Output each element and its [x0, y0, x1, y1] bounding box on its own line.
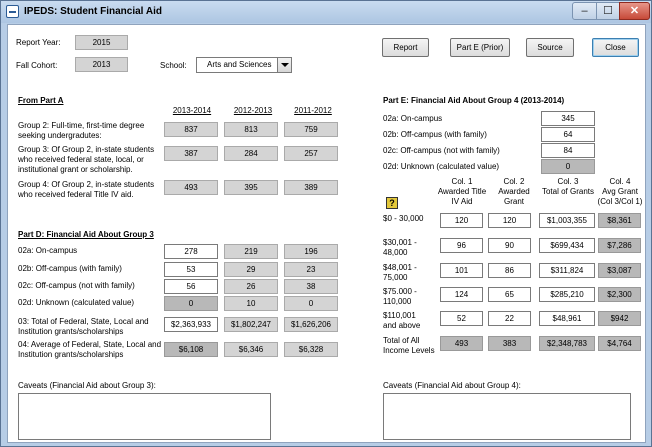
d04-label: 04: Average of Federal, State, Local and Institution grants/scholarships [18, 340, 162, 359]
group2-2013-value: 837 [164, 122, 218, 137]
caveats-group3-textarea[interactable] [18, 393, 271, 440]
col3-header: Total of Grants [541, 187, 595, 196]
school-selected-value: Arts and Sciences [207, 60, 272, 69]
income-row-2-col4-value: $7,286 [598, 238, 641, 253]
group3-2012-value: 284 [224, 146, 278, 161]
col3-header-top: Col. 3 [557, 177, 579, 186]
income-row-4-col2-input[interactable]: 65 [488, 287, 531, 302]
maximize-button[interactable]: ☐ [596, 2, 620, 20]
d02c-2012-value: 26 [224, 279, 278, 294]
income-row-3-col3-input[interactable]: $311,824 [539, 263, 595, 278]
report-year-field: 2015 [75, 35, 128, 50]
report-year-label: Report Year: [16, 38, 61, 47]
fall-cohort-label: Fall Cohort: [16, 61, 58, 70]
caveats-group4-textarea[interactable] [383, 393, 631, 440]
d02d-2013-value: 0 [164, 296, 218, 311]
group4-label: Group 4: Of Group 2, in-state students who received federal Title IV aid. [18, 180, 155, 199]
school-label: School: [160, 61, 187, 70]
part-e-prior-button[interactable]: Part E (Prior) [450, 38, 510, 57]
e02d-label: 02d: Unknown (calculated value) [383, 162, 500, 171]
income-row-4-col1-input[interactable]: 124 [440, 287, 483, 302]
income-row-1-col2-input[interactable]: 120 [488, 213, 531, 228]
title-bar [1, 1, 651, 23]
d02a-2013-input[interactable]: 278 [164, 244, 218, 259]
d04-2012-value: $6,346 [224, 342, 278, 357]
e02b-input[interactable]: 64 [541, 127, 595, 142]
d02b-2012-value: 29 [224, 262, 278, 277]
d02d-2012-value: 10 [224, 296, 278, 311]
group4-2012-value: 395 [224, 180, 278, 195]
col4-header: Avg Grant (Col 3/Col 1) [597, 187, 643, 206]
window-title: IPEDS: Student Financial Aid [24, 6, 162, 17]
d02b-2013-input[interactable]: 53 [164, 262, 218, 277]
d03-label: 03: Total of Federal, State, Local and Institution grants/scholarships [18, 317, 149, 336]
group3-2013-value: 387 [164, 146, 218, 161]
income-row-5-col4-value: $942 [598, 311, 641, 326]
minimize-button[interactable]: – [572, 2, 597, 20]
income-total-col2-value: 383 [488, 336, 531, 351]
income-row-2-col2-input[interactable]: 90 [488, 238, 531, 253]
income-row-5-label: $110,001 and above [383, 311, 421, 330]
d04-2013-value: $6,108 [164, 342, 218, 357]
income-row-1-col3-input[interactable]: $1,003,355 [539, 213, 595, 228]
e02d-value: 0 [541, 159, 595, 174]
d02b-label: 02b: Off-campus (with family) [18, 264, 122, 273]
e02c-label: 02c: Off-campus (not with family) [383, 146, 500, 155]
caveats-group3-label: Caveats (Financial Aid about Group 3): [18, 381, 156, 390]
income-row-5-col3-input[interactable]: $48,961 [539, 311, 595, 326]
income-row-1-label: $0 - 30,000 [383, 214, 424, 223]
col1-header-top: Col. 1 [451, 177, 473, 186]
income-row-2-label: $30,001 - 48,000 [383, 238, 417, 257]
income-row-3-col1-input[interactable]: 101 [440, 263, 483, 278]
source-button[interactable]: Source [526, 38, 574, 57]
income-total-label: Total of All Income Levels [383, 336, 435, 355]
income-row-3-label: $48,001 - 75,000 [383, 263, 417, 282]
d02a-2012-value: 219 [224, 244, 278, 259]
d02b-2011-value: 23 [284, 262, 338, 277]
d02a-2011-value: 196 [284, 244, 338, 259]
part-d-heading: Part D: Financial Aid About Group 3 [18, 230, 154, 239]
group2-2011-value: 759 [284, 122, 338, 137]
d02a-label: 02a: On-campus [18, 246, 78, 255]
group4-2011-value: 389 [284, 180, 338, 195]
group2-2012-value: 813 [224, 122, 278, 137]
group3-2011-value: 257 [284, 146, 338, 161]
form-body [7, 24, 646, 443]
d03-2011-value: $1,626,206 [284, 317, 338, 332]
income-row-4-col4-value: $2,300 [598, 287, 641, 302]
group3-label: Group 3: Of Group 2, in-state students who received federal state, local, or institutional grant or scholarship. [18, 145, 155, 174]
app-icon [6, 5, 19, 18]
group2-label: Group 2: Full-time, first-time degree seeking undergradutes: [18, 121, 145, 140]
part-e-heading: Part E: Financial Aid About Group 4 (2013-2014) [383, 96, 565, 105]
income-total-col3-value: $2,348,783 [539, 336, 595, 351]
col2-header: Awarded Grant [498, 187, 530, 206]
d02c-2013-input[interactable]: 56 [164, 279, 218, 294]
year-header-2: 2012-2013 [233, 106, 273, 115]
close-button[interactable]: Close [592, 38, 639, 57]
report-button[interactable]: Report [382, 38, 429, 57]
d02d-label: 02d: Unknown (calculated value) [18, 298, 135, 307]
d02c-label: 02c: Off-campus (not with family) [18, 281, 135, 290]
chevron-down-icon[interactable] [277, 58, 291, 72]
d03-2012-value: $1,802,247 [224, 317, 278, 332]
income-row-4-col3-input[interactable]: $285,210 [539, 287, 595, 302]
caveats-group4-label: Caveats (Financial Aid about Group 4): [383, 381, 521, 390]
year-header-3: 2011-2012 [294, 106, 332, 115]
income-row-3-col4-value: $3,087 [598, 263, 641, 278]
col1-header: Awarded Title IV Aid [437, 187, 487, 206]
help-icon[interactable]: ? [386, 197, 398, 209]
year-header-1: 2013-2014 [172, 106, 212, 115]
e02a-label: 02a: On-campus [383, 114, 443, 123]
income-total-col1-value: 493 [440, 336, 483, 351]
income-row-1-col1-input[interactable]: 120 [440, 213, 483, 228]
income-row-1-col4-value: $8,361 [598, 213, 641, 228]
income-row-5-col1-input[interactable]: 52 [440, 311, 483, 326]
e02b-label: 02b: Off-campus (with family) [383, 130, 487, 139]
group4-2013-value: 493 [164, 180, 218, 195]
d02d-2011-value: 0 [284, 296, 338, 311]
school-select[interactable] [196, 57, 292, 73]
income-total-col4-value: $4,764 [598, 336, 641, 351]
e02a-input[interactable]: 345 [541, 111, 595, 126]
col4-header-top: Col. 4 [609, 177, 631, 186]
e02c-input[interactable]: 84 [541, 143, 595, 158]
d02c-2011-value: 38 [284, 279, 338, 294]
fall-cohort-field: 2013 [75, 57, 128, 72]
income-row-4-label: $75.000 - 110,000 [383, 287, 417, 306]
income-row-2-col3-input[interactable]: $699,434 [539, 238, 595, 253]
col2-header-top: Col. 2 [503, 177, 525, 186]
close-window-button[interactable]: ✕ [619, 2, 650, 20]
income-row-3-col2-input[interactable]: 86 [488, 263, 531, 278]
d04-2011-value: $6,328 [284, 342, 338, 357]
d03-2013-input[interactable]: $2,363,933 [164, 317, 218, 332]
income-row-5-col2-input[interactable]: 22 [488, 311, 531, 326]
income-row-2-col1-input[interactable]: 96 [440, 238, 483, 253]
part-a-heading: From Part A [18, 96, 64, 105]
